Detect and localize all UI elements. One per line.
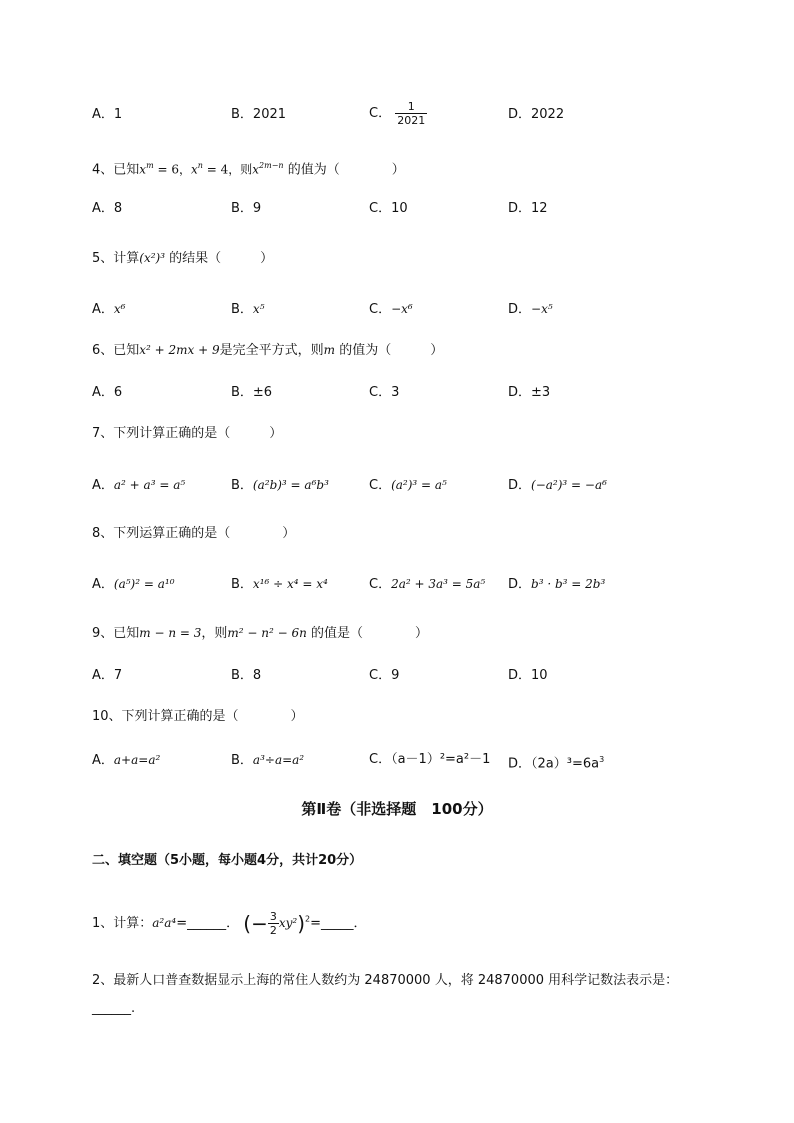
q7-option-c-expr: (a²)³ = a⁵ — [391, 478, 447, 492]
q9-stem — [92, 624, 732, 643]
q3-option-a: A．1 — [92, 107, 123, 122]
q4-expr-x3: x — [252, 162, 260, 177]
q7-option-d — [508, 476, 607, 495]
fraction-numerator: 1 — [395, 100, 427, 114]
q8-stem: 8、下列运算正确的是（ ） — [92, 526, 296, 541]
part-title: 二、填空题（5小题，每小题4分，共计20分） — [92, 853, 363, 868]
fill2-line1: 2、最新人口普查数据显示上海的常住人数约为 24870000 人，将 24870000 用科学记数法表示是： — [92, 973, 679, 988]
q8-option-b — [231, 575, 328, 594]
q9-stem-post: 的值是（ ） — [306, 626, 429, 641]
q8-option-a — [92, 575, 175, 594]
q4-option-b: B．9 — [231, 201, 262, 216]
fill1-paren-open: (− — [243, 911, 268, 936]
q10-option-d — [508, 751, 604, 773]
q4-stem-pre: 4、已知 — [92, 162, 140, 178]
q9-option-a: A．7 — [92, 668, 123, 683]
q10-stem: 10、下列计算正确的是（ ） — [92, 709, 304, 724]
q8-option-a-label: A． — [92, 577, 114, 592]
fill1-pre: 1、计算： — [92, 916, 153, 931]
q3-option-c-fraction — [395, 100, 427, 127]
q5-option-c-label: C． — [369, 302, 392, 317]
q3-option-c-label: C． — [369, 106, 392, 121]
q8-option-d-label: D． — [508, 577, 532, 592]
q5-stem — [92, 249, 732, 268]
q4-option-d: D．12 — [508, 201, 548, 216]
q4-expr-x3-sup: 2m−n — [259, 161, 284, 170]
fill1-fraction — [268, 910, 279, 937]
section-title: 第Ⅱ卷（非选择题 100分） — [301, 800, 493, 818]
fill2-line2: ______. — [92, 1001, 136, 1016]
q9-expr1: m − n = 3 — [139, 626, 202, 640]
q9-option-c: C．9 — [369, 668, 400, 683]
q8-option-a-expr: (a⁵)² = a¹⁰ — [113, 577, 175, 591]
q10-option-a-label: A． — [92, 753, 114, 768]
q7-option-b-label: B． — [231, 478, 253, 493]
fraction-numerator: 3 — [269, 910, 277, 923]
q7-option-d-expr: (−a²)³ = −a⁶ — [531, 478, 607, 492]
q10-option-a-expr: a+a=a² — [113, 753, 161, 767]
q4-stem — [92, 157, 732, 179]
q9-option-b: B．8 — [231, 668, 262, 683]
q5-option-c-expr: −x⁶ — [391, 302, 413, 316]
q9-option-d: D．10 — [508, 668, 548, 683]
fill1-expr2: xy² — [278, 916, 298, 930]
q8-option-c — [369, 575, 485, 594]
q5-expr: (x²)³ — [139, 251, 166, 265]
fill1-blank1: =______． — [176, 916, 240, 931]
q5-option-b — [231, 300, 265, 319]
q6-expr: x² + 2mx + 9 — [139, 343, 220, 357]
q4-expr-x2-sup: n — [197, 161, 203, 170]
fraction-denominator: 2 — [269, 924, 277, 937]
q3-option-b: B．2021 — [231, 107, 287, 122]
q5-option-b-label: B． — [231, 302, 253, 317]
fill1-paren-close: ) — [297, 911, 305, 936]
q7-option-a-label: A． — [92, 478, 114, 493]
q7-option-c — [369, 476, 447, 495]
q8-option-d — [508, 575, 605, 594]
q9-stem-mid: ，则 — [201, 626, 228, 641]
q4-option-a: A．8 — [92, 201, 123, 216]
q9-stem-pre: 9、已知 — [92, 626, 140, 641]
q4-stem-post: 的值为（ ） — [283, 162, 405, 178]
q10-option-a — [92, 751, 160, 770]
q10-option-b — [231, 751, 304, 770]
fraction-denominator: 2021 — [397, 114, 426, 127]
q8-option-d-expr: b³ · b³ = 2b³ — [531, 577, 606, 591]
q10-option-d-sup: 3 — [599, 755, 605, 764]
q8-option-b-expr: x¹⁶ ÷ x⁴ = x⁴ — [252, 577, 328, 591]
q5-option-d-expr: −x⁵ — [531, 302, 553, 316]
q10-option-c: C．（a－1）²=a²－1 — [369, 752, 491, 767]
q9-expr2: m² − n² − 6n — [227, 626, 307, 640]
fill1-line — [92, 910, 732, 937]
fill1-blank2: =_____． — [310, 916, 367, 931]
q7-option-a — [92, 476, 185, 495]
q7-stem: 7、下列计算正确的是（ ） — [92, 426, 283, 441]
q10-option-d-text: D．（2a）³=6a — [508, 756, 600, 772]
q7-option-c-label: C． — [369, 478, 392, 493]
fill1-exp: 2 — [305, 914, 311, 924]
q6-option-b: B．±6 — [231, 385, 273, 400]
q8-option-b-label: B． — [231, 577, 253, 592]
q4-expr-x2: x — [190, 162, 198, 177]
q6-option-a: A．6 — [92, 385, 123, 400]
q4-expr-eq1: = 6， — [153, 162, 191, 177]
q5-option-c — [369, 300, 413, 319]
q5-option-a-label: A． — [92, 302, 114, 317]
q5-stem-pre: 5、计算 — [92, 251, 140, 266]
q6-option-c: C．3 — [369, 385, 400, 400]
q5-option-d-label: D． — [508, 302, 532, 317]
q4-expr-x-sup: m — [146, 161, 154, 170]
q6-stem-mid: 是完全平方式，则 — [219, 343, 324, 358]
q7-option-b-expr: (a²b)³ = a⁶b³ — [252, 478, 329, 492]
q4-expr-x: x — [139, 162, 147, 177]
q6-option-d: D．±3 — [508, 385, 551, 400]
q7-option-b — [231, 476, 329, 495]
q10-option-b-label: B． — [231, 753, 253, 768]
fill1-expr1: a²a⁴ — [152, 916, 177, 930]
q8-option-c-label: C． — [369, 577, 392, 592]
q10-option-b-expr: a³÷a=a² — [252, 753, 305, 767]
q5-option-a-expr: x⁶ — [113, 302, 126, 316]
q5-stem-post: 的结果（ ） — [165, 251, 274, 266]
q6-stem-post: 的值为（ ） — [335, 343, 444, 358]
q5-option-d — [508, 300, 553, 319]
q6-stem — [92, 341, 732, 360]
q3-option-c — [369, 100, 427, 127]
q5-option-b-expr: x⁵ — [252, 302, 265, 316]
q4-option-c: C．10 — [369, 201, 408, 216]
q4-expr-eq2: = 4，则 — [202, 162, 253, 177]
q7-option-a-expr: a² + a³ = a⁵ — [113, 478, 186, 492]
q6-stem-pre: 6、已知 — [92, 343, 140, 358]
q6-var: m — [323, 343, 336, 357]
q8-option-c-expr: 2a² + 3a³ = 5a⁵ — [391, 577, 486, 591]
q5-option-a — [92, 300, 125, 319]
q3-option-d: D．2022 — [508, 107, 565, 122]
q7-option-d-label: D． — [508, 478, 532, 493]
